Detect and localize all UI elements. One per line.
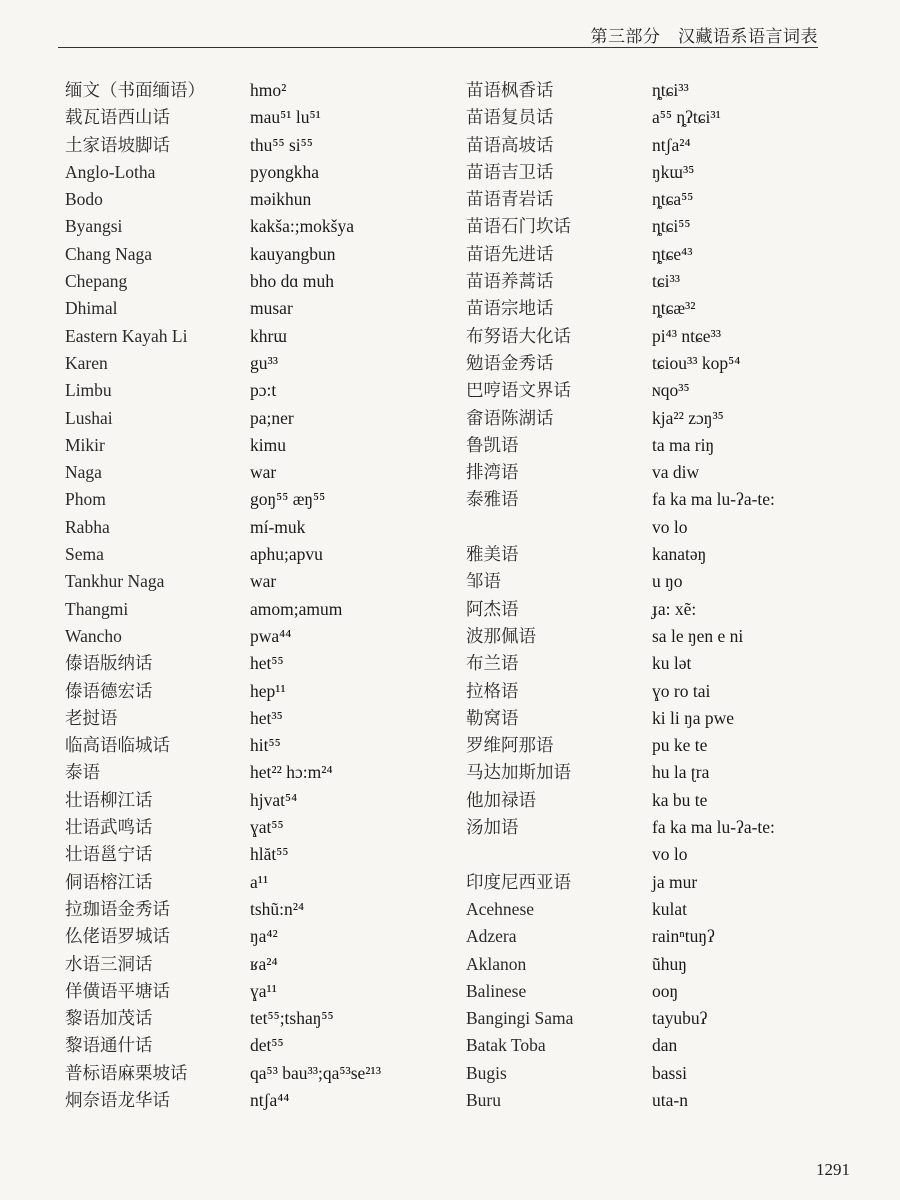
word-form: kja²² zɔŋ³⁵ xyxy=(652,407,724,428)
word-form: fa ka ma lu-ʔa-te: xyxy=(652,489,775,510)
language-name: 阿杰语 xyxy=(466,598,519,619)
language-name: 汤加语 xyxy=(466,817,519,838)
language-name: 炯奈语龙华话 xyxy=(65,1089,170,1110)
language-name: 仫佬语罗城话 xyxy=(65,926,170,947)
word-form: məikhun xyxy=(250,189,312,210)
language-name: 佯僙语平塘话 xyxy=(65,980,170,1001)
word-form: kakša:;mokšya xyxy=(250,216,355,237)
language-name: Wancho xyxy=(65,625,122,646)
word-form: pi⁴³ ntɕe³³ xyxy=(652,325,721,346)
language-name: Tankhur Naga xyxy=(65,571,165,592)
language-name: Phom xyxy=(65,489,106,510)
word-form: ȵtɕi⁵⁵ xyxy=(652,216,691,237)
word-form: rainⁿtuŋʔ xyxy=(652,926,715,947)
word-form: het²² hɔ:m²⁴ xyxy=(250,762,333,783)
language-name: 马达加斯加语 xyxy=(466,762,571,783)
word-form: ɣat⁵⁵ xyxy=(250,817,284,838)
word-form: va diw xyxy=(652,462,700,483)
word-form: u ŋo xyxy=(652,571,683,592)
word-form: pa;ner xyxy=(250,407,294,428)
language-name: Mikir xyxy=(65,434,105,455)
word-form: ta ma riŋ xyxy=(652,434,715,455)
word-form: goŋ⁵⁵ æŋ⁵⁵ xyxy=(250,489,326,510)
language-name: Bodo xyxy=(65,189,103,210)
word-form: war xyxy=(250,462,277,483)
language-name: 水语三洞话 xyxy=(65,953,153,974)
word-form: ʁa²⁴ xyxy=(250,953,278,974)
word-form: ntʃa²⁴ xyxy=(652,134,691,155)
word-form: tɕiou³³ kop⁵⁴ xyxy=(652,352,741,373)
language-name: 他加禄语 xyxy=(466,789,536,810)
language-name: 傣语版纳话 xyxy=(65,653,153,674)
word-form: vo lo xyxy=(652,844,688,865)
language-name: 壮语武鸣话 xyxy=(65,817,153,838)
language-name: Limbu xyxy=(65,380,112,401)
word-form: sa le ŋen e ni xyxy=(652,625,744,646)
word-form: hit⁵⁵ xyxy=(250,735,281,756)
word-form: pɔ:t xyxy=(250,380,277,401)
word-form: vo lo xyxy=(652,516,688,537)
language-name: Adzera xyxy=(466,926,517,947)
language-name: 苗语养蒿话 xyxy=(466,271,554,292)
word-form: tet⁵⁵;tshaŋ⁵⁵ xyxy=(250,1008,334,1029)
word-form: tɕi³³ xyxy=(652,271,680,292)
language-name: 勒窝语 xyxy=(466,707,519,728)
language-name: 壮语邕宁话 xyxy=(65,844,153,865)
word-form: thu⁵⁵ si⁵⁵ xyxy=(250,134,313,155)
language-name: 印度尼西亚语 xyxy=(466,871,571,892)
right-form-column xyxy=(652,77,852,1114)
language-name: Chepang xyxy=(65,271,128,292)
language-name: Acehnese xyxy=(466,898,535,919)
word-form: ŋa⁴² xyxy=(250,926,278,947)
page-number: 1291 xyxy=(816,1160,850,1179)
language-name: 普标语麻栗坡话 xyxy=(65,1062,188,1083)
word-form: ɴqo³⁵ xyxy=(652,380,690,401)
word-form: ȵtɕæ³² xyxy=(652,298,696,319)
language-name: Chang Naga xyxy=(65,243,152,264)
language-name: 波那佩语 xyxy=(466,625,536,646)
word-form: kulat xyxy=(652,898,687,919)
word-form: kauyangbun xyxy=(250,243,336,264)
word-form: a¹¹ xyxy=(250,871,269,892)
word-form: mau⁵¹ lu⁵¹ xyxy=(250,107,321,128)
word-form: kimu xyxy=(250,434,286,455)
language-name: Batak Toba xyxy=(466,1035,546,1056)
language-name: 苗语青岩话 xyxy=(466,189,554,210)
language-name: 黎语加茂话 xyxy=(65,1008,153,1029)
language-name: 排湾语 xyxy=(466,462,519,483)
language-name: 苗语石门坎话 xyxy=(466,216,571,237)
language-name: Sema xyxy=(65,544,104,565)
language-name: Byangsi xyxy=(65,216,123,237)
word-form: kanatəŋ xyxy=(652,544,707,565)
word-form: a⁵⁵ ȵʔtɕi³¹ xyxy=(652,107,721,128)
word-form: pu ke te xyxy=(652,735,708,756)
language-name: Rabha xyxy=(65,516,110,537)
language-name: 雅美语 xyxy=(466,544,519,565)
word-form: ȵtɕa⁵⁵ xyxy=(652,189,694,210)
language-name: Thangmi xyxy=(65,598,129,619)
word-form: tshũ:n²⁴ xyxy=(250,898,305,919)
word-form: amom;amum xyxy=(250,598,343,619)
language-name: 苗语宗地话 xyxy=(466,298,554,319)
word-form: qa⁵³ bau³³;qa⁵³se²¹³ xyxy=(250,1062,382,1083)
word-form: tayubuʔ xyxy=(652,1008,708,1029)
language-name: 畲语陈湖话 xyxy=(466,407,554,428)
page-header xyxy=(0,0,900,60)
language-name: Naga xyxy=(65,462,102,483)
language-name: Lushai xyxy=(65,407,113,428)
language-name: 布兰语 xyxy=(466,653,519,674)
language-name: 苗语先进话 xyxy=(466,243,554,264)
language-name: 鲁凯语 xyxy=(466,434,519,455)
word-form: ȵtɕe⁴³ xyxy=(652,243,693,264)
language-name: 黎语通什话 xyxy=(65,1035,153,1056)
word-form: ooŋ xyxy=(652,980,679,1001)
language-name: Aklanon xyxy=(466,953,527,974)
word-form: bassi xyxy=(652,1062,687,1083)
language-name: 拉格语 xyxy=(466,680,519,701)
word-form: ɟa: xẽ: xyxy=(652,598,697,619)
word-form: det⁵⁵ xyxy=(250,1035,284,1056)
word-form: ɣo ro tai xyxy=(652,680,711,701)
word-form: hjvat⁵⁴ xyxy=(250,789,298,810)
word-form: mí-muk xyxy=(250,516,306,537)
word-form: bho dɑ muh xyxy=(250,271,335,292)
word-form: pyongkha xyxy=(250,161,320,182)
word-form: uta-n xyxy=(652,1089,688,1110)
word-form: aphu;apvu xyxy=(250,544,323,565)
language-name: 苗语吉卫话 xyxy=(466,161,554,182)
language-name: Bugis xyxy=(466,1062,507,1083)
word-form: ȵtɕi³³ xyxy=(652,80,689,100)
language-name: Eastern Kayah Li xyxy=(65,325,188,346)
language-name: 傣语德宏话 xyxy=(65,680,153,701)
word-form: khrɯ xyxy=(250,325,287,346)
language-name xyxy=(466,841,651,868)
word-form: musar xyxy=(250,298,293,319)
right-language-column xyxy=(466,77,651,1114)
word-form: ka bu te xyxy=(652,789,708,810)
language-name: 罗维阿那语 xyxy=(466,735,554,756)
language-name: 勉语金秀话 xyxy=(466,352,554,373)
language-name: 载瓦语西山话 xyxy=(65,107,170,128)
word-form: hu la ʈra xyxy=(652,762,710,783)
language-name: Bangingi Sama xyxy=(466,1008,574,1029)
language-name: 苗语复员话 xyxy=(466,107,554,128)
word-form: ja mur xyxy=(652,871,698,892)
language-name: 土家语坡脚话 xyxy=(65,134,170,155)
header-rule xyxy=(58,47,818,48)
running-title: 第三部分 汉藏语系语言词表 xyxy=(590,27,818,46)
word-form: pwa⁴⁴ xyxy=(250,625,292,646)
word-form: gu³³ xyxy=(250,352,278,373)
language-name: 苗语枫香话 xyxy=(466,80,554,100)
word-form: fa ka ma lu-ʔa-te: xyxy=(652,817,775,838)
word-form: hmo² xyxy=(250,80,287,100)
word-form: ŋkɯ³⁵ xyxy=(652,161,695,182)
word-form: het⁵⁵ xyxy=(250,653,284,674)
left-form-column xyxy=(250,77,460,1114)
language-name: 侗语榕江话 xyxy=(65,871,153,892)
language-name: 泰雅语 xyxy=(466,489,519,510)
language-name: 苗语高坡话 xyxy=(466,134,554,155)
language-name: 泰语 xyxy=(65,762,100,783)
word-form: hlăt⁵⁵ xyxy=(250,844,289,865)
word-form: ũhuŋ xyxy=(652,953,687,974)
language-name: Buru xyxy=(466,1089,501,1110)
word-form: dan xyxy=(652,1035,678,1056)
word-form: het³⁵ xyxy=(250,707,283,728)
word-form: ku lət xyxy=(652,653,692,674)
language-name: Anglo-Lotha xyxy=(65,161,156,182)
language-name: 缅文（书面缅语） xyxy=(65,80,205,100)
word-form: ki li ŋa pwe xyxy=(652,707,735,728)
language-name: 拉珈语金秀话 xyxy=(65,898,170,919)
language-name: Dhimal xyxy=(65,298,118,319)
language-name: 临高语临城话 xyxy=(65,735,170,756)
language-name: 邹语 xyxy=(466,571,501,592)
language-name: Karen xyxy=(65,352,108,373)
language-name: 布努语大化话 xyxy=(466,325,571,346)
language-name: 巴哼语文界话 xyxy=(466,380,571,401)
language-name: 壮语柳江话 xyxy=(65,789,153,810)
word-form: ɣa¹¹ xyxy=(250,980,278,1001)
word-form: hep¹¹ xyxy=(250,680,286,701)
language-name: Balinese xyxy=(466,980,527,1001)
word-form: war xyxy=(250,571,277,592)
word-form: ntʃa⁴⁴ xyxy=(250,1089,290,1110)
language-name xyxy=(466,514,651,541)
language-name: 老挝语 xyxy=(65,707,118,728)
left-language-column xyxy=(65,77,250,1114)
